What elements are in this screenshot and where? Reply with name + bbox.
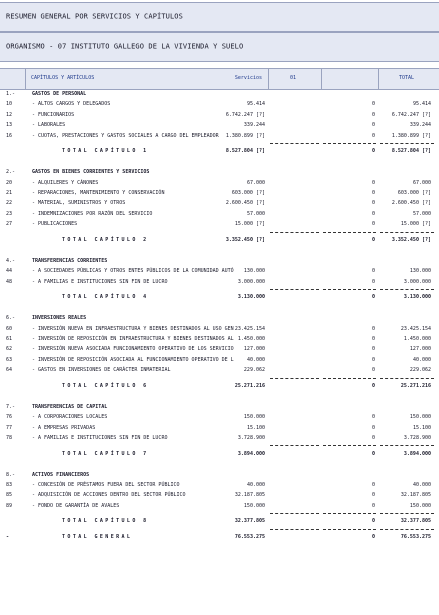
row-value-servicio-01: 229.062 [243,367,265,374]
row-value-servicio-01: 40.000 [246,482,265,488]
row-description: TOTAL CAPÍTULO 2 [62,236,149,243]
row-description: - INVERSIÓN DE REPOSICIÓN EN INFRAESTRUCTURA Y BIENES DESTINADOS AL [32,336,234,342]
row-value-blank-col: 0 [371,325,375,332]
row-value-total: 127.000 [409,346,431,353]
total-separator-rule [270,513,319,514]
row-code: 76 [6,414,13,421]
table-row [0,110,439,120]
total-separator-rule [380,513,434,514]
table-row [0,433,439,443]
total-row [0,235,439,245]
row-code: 64 [6,367,13,374]
row-code: 27 [6,221,13,228]
row-value-servicio-01: 603.000 [?] [231,190,265,196]
row-code: 13 [6,122,13,129]
total-separator-rule [323,378,376,379]
total-row [0,516,439,526]
total-separator-rule [270,289,319,290]
row-value-blank-col: 0 [371,268,375,275]
row-code: 6.- [6,315,16,322]
row-code: 16 [6,132,13,139]
row-value-servicio-01: 3.130.000 [237,294,265,301]
total-separator-rule [380,232,434,233]
row-description: - CONCESIÓN DE PRÉSTAMOS FUERA DEL SECTOR PÚBLICO [32,482,180,488]
row-value-servicio-01: 15.100 [246,424,265,431]
row-description: - INVERSIÓN NUEVA EN INFRAESTRUCTURA Y BIENES DESTINADOS AL USO GEN [32,325,234,332]
row-description: - A FAMILIAS E INSTITUCIONES SIN FIN DE LUCRO [32,435,168,441]
table-row [0,178,439,188]
row-value-servicio-01: 150.000 [243,414,265,421]
chapter-heading-row [0,402,439,412]
row-description: - ALQUILERES Y CÁNONES [32,179,99,186]
row-value-blank-col: 0 [371,492,375,499]
row-code: 78 [6,435,13,441]
row-value-blank-col: 0 [371,414,375,421]
row-code: 22 [6,200,13,207]
total-separator-rule [323,143,376,144]
row-value-blank-col: 0 [371,435,375,441]
row-code: 44 [6,268,13,275]
total-separator-rule [323,529,376,530]
row-description: - LABORALES [32,122,66,129]
row-description: - MATERIAL, SUMINISTROS Y OTROS [32,200,126,207]
row-description: - INVERSIÓN DE REPOSICIÓN ASOCIADA AL FUNCIONAMIENTO OPERATIVO DE L [32,356,234,363]
row-value-blank-col: 0 [371,502,375,509]
row-value-total: 150.000 [409,502,431,509]
row-value-total: 1.450.000 [403,336,431,342]
table-row [0,412,439,422]
row-code: 21 [6,190,13,196]
row-value-servicio-01: 339.244 [243,122,265,129]
row-value-servicio-01: 25.271.216 [234,382,265,389]
row-code: 2.- [6,169,16,176]
row-value-servicio-01: 15.000 [?] [234,221,265,228]
row-description: GASTOS EN BIENES CORRIENTES Y SERVICIOS [32,169,150,176]
row-value-blank-col: 0 [371,356,375,363]
row-value-blank-col: 0 [371,132,375,139]
total-row [0,146,439,156]
row-value-total: 1.380.899 [?] [391,132,431,139]
row-value-blank-col: 0 [371,221,375,228]
row-description: TOTAL CAPÍTULO 1 [62,148,149,155]
row-value-total: 2.600.450 [?] [391,200,431,207]
table-row [0,131,439,141]
row-code: 4.- [6,257,16,264]
table-row [0,198,439,208]
row-value-total: 8.527.804 [?] [391,148,431,155]
row-value-total: 40.000 [412,482,431,488]
total-separator-rule [380,445,434,446]
table-row [0,188,439,198]
row-description: - FUNCIONARIOS [32,111,75,118]
capitulos-header-label: CAPÍTULOS Y ARTÍCULOS [31,75,95,81]
total-separator-rule [323,232,376,233]
row-value-total: 57.000 [412,210,431,217]
report-title-bar [0,2,439,32]
row-description: - REPARACIONES, MANTENIMIENTO Y CONSERVACIÓN [32,190,165,196]
total-separator-rule [380,289,434,290]
total-separator-rule [270,232,319,233]
row-value-total: 23.425.154 [400,325,431,332]
row-code: 62 [6,346,13,353]
row-value-servicio-01: 6.742.247 [?] [225,111,265,118]
total-column-header [378,69,438,89]
organismo-bar [0,32,439,62]
capitulos-column-header [25,69,269,89]
row-value-servicio-01: 40.000 [246,356,265,363]
table-row [0,480,439,490]
row-value-total: 3.000.000 [403,278,431,285]
row-value-blank-col: 0 [371,336,375,342]
row-value-servicio-01: 3.352.450 [?] [225,236,265,243]
row-value-servicio-01: 130.000 [243,268,265,275]
chapter-heading-row [0,256,439,266]
row-value-total: 3.728.900 [403,435,431,441]
row-value-servicio-01: 3.894.000 [237,450,265,457]
row-value-servicio-01: 32.377.805 [234,518,265,525]
row-value-servicio-01: 23.425.154 [234,325,265,332]
table-row [0,365,439,375]
row-value-blank-col: 0 [371,236,375,243]
row-value-blank-col: 0 [371,101,375,108]
row-description: - ALTOS CARGOS Y DELEGADOS [32,101,111,108]
total-row [0,532,439,542]
table-row [0,490,439,500]
row-description: - A FAMILIAS E INSTITUCIONES SIN FIN DE LUCRO [32,278,168,285]
row-code: 12 [6,111,13,118]
row-value-blank-col: 0 [371,294,375,301]
row-value-blank-col: 0 [371,148,375,155]
row-description: - PUBLICACIONES [32,221,78,228]
row-value-total: 229.062 [409,367,431,374]
table-row [0,423,439,433]
row-value-blank-col: 0 [371,190,375,196]
table-row [0,334,439,344]
table-row [0,277,439,287]
row-code: 77 [6,424,13,431]
row-code: 10 [6,101,13,108]
table-row [0,501,439,511]
row-value-servicio-01: 1.380.899 [?] [225,132,265,139]
row-description: - FONDO DE GARANTÍA DE AVALES [32,502,120,509]
total-row [0,292,439,302]
row-code: 63 [6,356,13,363]
row-description: TRANSFERENCIAS CORRIENTES [32,257,108,264]
row-code: - [6,534,10,540]
row-value-total: 95.414 [412,101,431,108]
row-value-servicio-01: 3.728.900 [237,435,265,441]
s01-column-header [268,69,322,89]
chapter-heading-row [0,470,439,480]
total-row [0,381,439,391]
row-value-servicio-01: 32.187.805 [234,492,265,499]
row-value-servicio-01: 95.414 [246,101,265,108]
row-code: 20 [6,179,13,186]
table-row [0,355,439,365]
organismo-label: ORGANISMO - 07 INSTITUTO GALLEGO DE LA VIVIENDA Y SUELO [6,42,244,51]
row-value-total: 3.130.000 [403,294,431,301]
row-value-blank-col: 0 [371,179,375,186]
table-row [0,219,439,229]
row-value-blank-col: 0 [371,111,375,118]
total-row [0,449,439,459]
row-value-blank-col: 0 [371,424,375,431]
column-header [0,68,439,90]
table-row [0,344,439,354]
total-separator-rule [380,529,434,530]
total-separator-rule [323,513,376,514]
blank-column-header [321,69,379,89]
report-title: RESUMEN GENERAL POR SERVICIOS Y CAPÍTULOS [6,12,183,21]
row-description: TOTAL CAPÍTULO 4 [62,294,149,301]
row-description: - GASTOS EN INVERSIONES DE CARÁCTER INMATERIAL [32,367,171,374]
row-code: 8.- [6,471,16,478]
row-value-blank-col: 0 [371,346,375,353]
total-separator-rule [270,378,319,379]
row-code: 23 [6,210,13,217]
row-code: 60 [6,325,13,332]
chapter-heading-row [0,89,439,99]
code-column-header [0,69,26,89]
total-separator-rule [380,378,434,379]
row-description: ACTIVOS FINANCIEROS [32,471,90,478]
s01-header-label: 01 [290,75,297,81]
row-description: GASTOS DE PERSONAL [32,91,87,97]
row-value-total: 6.742.247 [?] [391,111,431,118]
table-row [0,209,439,219]
row-value-blank-col: 0 [371,278,375,285]
row-value-blank-col: 0 [371,482,375,488]
chapter-heading-row [0,167,439,177]
total-separator-rule [323,445,376,446]
row-description: TOTAL GENERAL [62,534,133,540]
row-code: 89 [6,502,13,509]
table-row [0,266,439,276]
row-code: 85 [6,492,13,499]
row-description: TOTAL CAPÍTULO 8 [62,518,149,525]
row-value-total: 25.271.216 [400,382,431,389]
row-value-total: 15.000 [?] [400,221,431,228]
row-description: TOTAL CAPÍTULO 6 [62,382,149,389]
row-code: 61 [6,336,13,342]
row-value-servicio-01: 8.527.804 [?] [225,148,265,155]
table-row [0,99,439,109]
chapter-heading-row [0,313,439,323]
row-value-total: 150.000 [409,414,431,421]
row-value-total: 603.000 [?] [397,190,431,196]
row-code: 48 [6,278,13,285]
row-value-total: 15.100 [412,424,431,431]
row-value-blank-col: 0 [371,382,375,389]
row-description: - CUOTAS, PRESTACIONES Y GASTOS SOCIALES A CARGO DEL EMPLEADOR [32,132,219,139]
row-value-total: 67.000 [412,179,431,186]
table-row [0,324,439,334]
row-value-total: 130.000 [409,268,431,275]
table-row [0,120,439,130]
row-description: INVERSIONES REALES [32,315,87,322]
row-description: - A EMPRESAS PRIVADAS [32,424,96,431]
row-value-total: 76.553.275 [400,534,431,540]
row-value-total: 32.187.805 [400,492,431,499]
row-description: - INDEMNIZACIONES POR RAZÓN DEL SERVICIO [32,210,153,217]
total-separator-rule [380,143,434,144]
total-header-label: TOTAL [399,75,415,81]
row-value-blank-col: 0 [371,122,375,129]
row-description: - A CORPORACIONES LOCALES [32,414,108,421]
row-value-blank-col: 0 [371,210,375,217]
row-value-total: 339.244 [409,122,431,129]
row-description: - ADQUISICIÓN DE ACCIONES DENTRO DEL SECTOR PÚBLICO [32,492,186,499]
row-value-servicio-01: 67.000 [246,179,265,186]
row-code: 1.- [6,91,16,97]
row-value-blank-col: 0 [371,534,375,540]
total-separator-rule [270,143,319,144]
row-value-servicio-01: 150.000 [243,502,265,509]
row-value-servicio-01: 57.000 [246,210,265,217]
servicios-header-label: Servicios [234,75,262,81]
row-description: - INVERSIÓN NUEVA ASOCIADA FUNCIONAMIENTO OPERATIVO DE LOS SERVICIO [32,346,234,353]
row-value-total: 32.377.805 [400,518,431,525]
total-separator-rule [270,529,319,530]
row-value-blank-col: 0 [371,367,375,374]
row-value-servicio-01: 127.000 [243,346,265,353]
row-description: - A SOCIEDADES PÚBLICAS Y OTROS ENTES PÚBLICOS DE LA COMUNIDAD AUTÓ [32,268,234,275]
row-value-servicio-01: 1.450.000 [237,336,265,342]
row-value-total: 40.000 [412,356,431,363]
row-value-blank-col: 0 [371,518,375,525]
row-value-total: 3.352.450 [?] [391,236,431,243]
row-value-servicio-01: 76.553.275 [234,534,265,540]
row-value-blank-col: 0 [371,450,375,457]
row-value-blank-col: 0 [371,200,375,207]
row-value-servicio-01: 3.000.000 [237,278,265,285]
row-value-total: 3.894.000 [403,450,431,457]
row-description: TRANSFERENCIAS DE CAPITAL [32,403,108,410]
row-value-servicio-01: 2.600.450 [?] [225,200,265,207]
total-separator-rule [270,445,319,446]
row-description: TOTAL CAPÍTULO 7 [62,450,149,457]
row-code: 83 [6,482,13,488]
total-separator-rule [323,289,376,290]
row-code: 7.- [6,403,16,410]
